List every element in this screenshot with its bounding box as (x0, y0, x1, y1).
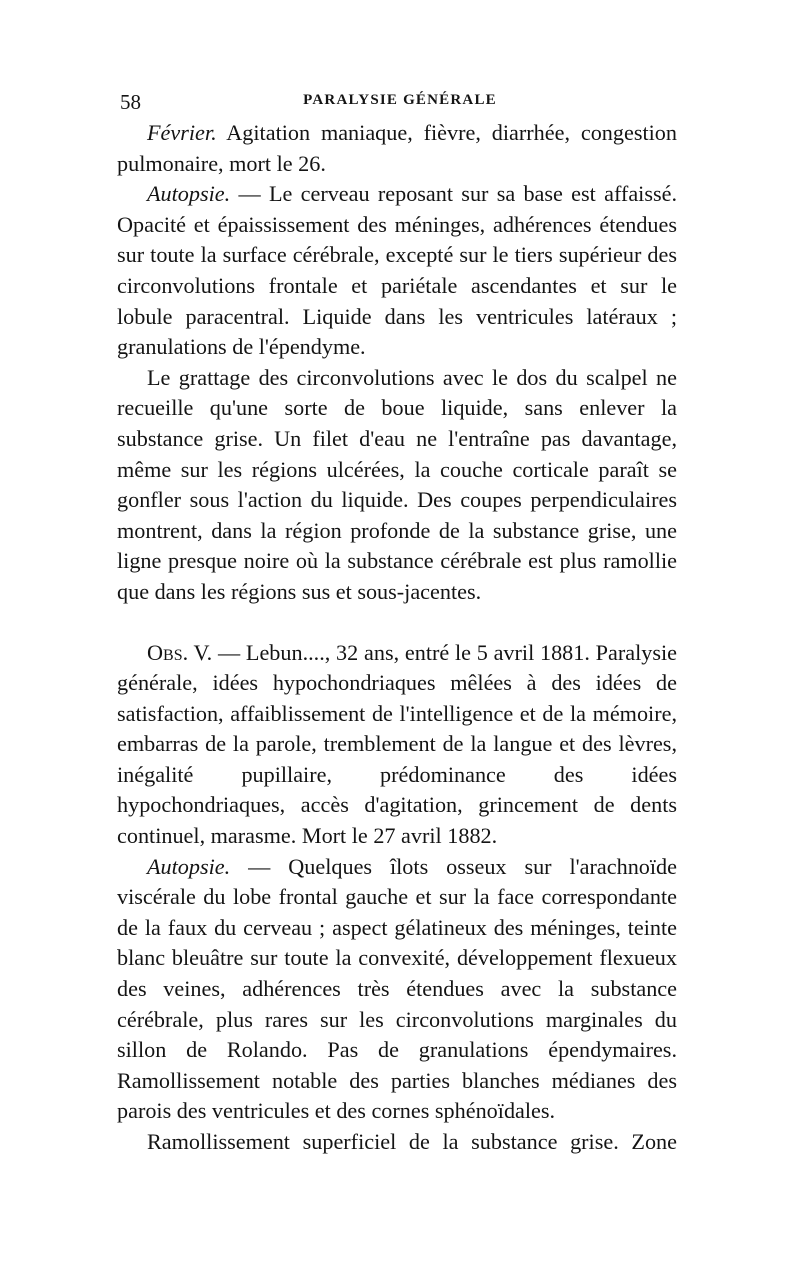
paragraph-grattage (117, 363, 677, 608)
paragraph-observation-5 (117, 638, 677, 852)
paragraph-text: Le grattage des circonvolutions avec le dos du scalpel ne recueille qu'une sorte de boue liquide, sans enlever la substance grise. Un filet d'eau ne l'entraîne pas davantage, même sur les régions ulcérées, la couche corticale paraît se gonfler sous l'action du liquide. Des coupes perpendiculaires montrent, dans la région profonde de la substance grise, une ligne presque noire où la substance cérébrale est plus ramollie que dans les régions sus et sous-jacentes. (117, 364, 677, 604)
paragraph-text: Agitation maniaque, fièvre, diarrhée, congestion pulmonaire, mort le 26. (117, 120, 677, 176)
paragraph-autopsie-2 (117, 852, 677, 1127)
paragraph-lead: Obs. V. (147, 639, 213, 665)
paragraph-text: — Quelques îlots osseux sur l'arachnoïde viscérale du lobe frontal gauche et sur la face correspondante de la faux du cerveau ; aspect gélatineux des méninges, teinte blanc bleuâtre sur toute la convexité, développement flexueux des veines, adhérences très étendues avec la substance cérébrale, plus rares sur les circonvolutions marginales du sillon de Rolando. Pas de granulations épendymaires. Ramollissement notable des parties blanches médianes des parois des ventricules et des cornes sphénoïdales. (117, 853, 677, 1124)
page-number: 58 (120, 90, 141, 114)
running-title: PARALYSIE GÉNÉRALE (303, 92, 497, 108)
paragraph-lead: Autopsie. (147, 853, 231, 879)
paragraph-text: Ramollissement superficiel de la substance grise. Zone (147, 1129, 677, 1154)
paragraph-fevrier (117, 118, 677, 179)
running-header (120, 90, 680, 118)
paragraph-lead: Février. (147, 120, 217, 145)
paragraph-text: — Lebun...., 32 ans, entré le 5 avril 1881. Paralysie générale, idées hypochondriaques mêlées à des idées de satisfaction, affaiblissement de l'intelligence et de la mémoire, embarras de la parole, tremblement de la langue et des lèvres, inégalité pupillaire, prédominance des idées hypochondriaques, accès d'agitation, grincement de dents continuel, marasme. Mort le 27 avril 1882. (117, 639, 677, 849)
paragraph-ramollissement (117, 1127, 677, 1158)
paragraph-text: — Le cerveau reposant sur sa base est affaissé. Opacité et épaississement des méninges, adhérences étendues sur toute la surface cérébrale, excepté sur le tiers supérieur des circonvolutions frontale et pariétale ascendantes et sur le lobule paracentral. Liquide dans les ventricules latéraux ; granulations de l'épendyme. (117, 181, 677, 360)
paragraph-lead: Autopsie. (147, 181, 231, 207)
body-text (117, 118, 677, 1158)
paragraph-autopsie-1 (117, 179, 677, 363)
